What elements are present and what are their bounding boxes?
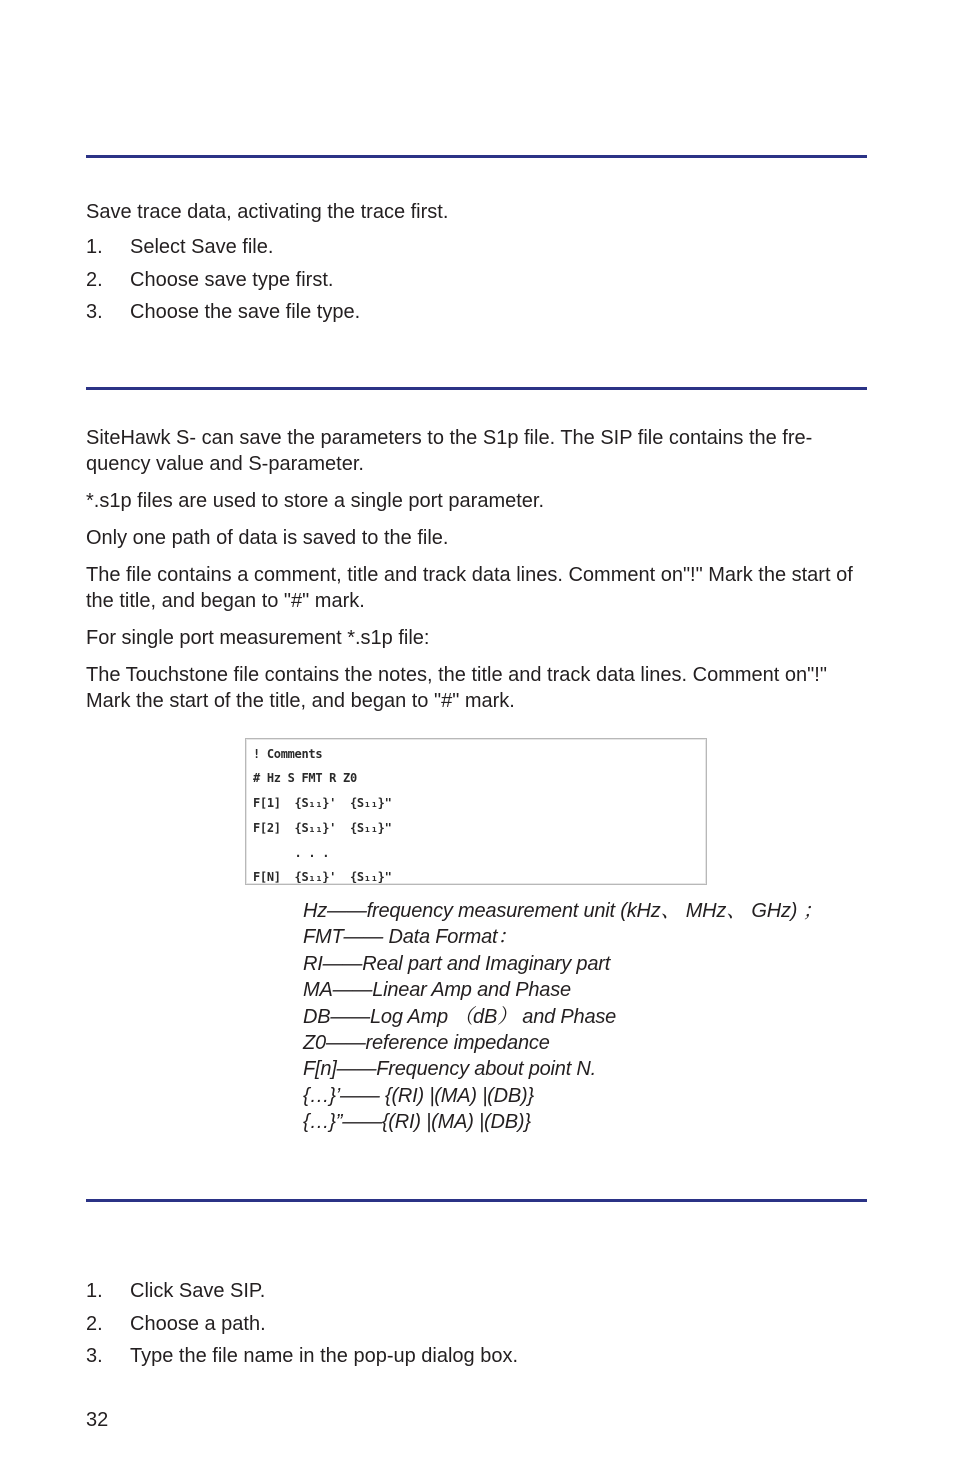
legend-item: DB——Log Amp （dB） and Phase <box>303 1005 617 1028</box>
list-item <box>86 1278 866 1311</box>
section-divider-1 <box>86 155 867 158</box>
touchstone-format-figure <box>245 738 707 885</box>
legend-item: FMT—— Data Format： <box>303 926 518 949</box>
section1-steps-list <box>86 234 866 332</box>
code-line: ! Comments <box>253 747 323 761</box>
step-text: Choose a path. <box>130 1312 266 1335</box>
step-text: Click Save SIP. <box>130 1280 266 1302</box>
code-line: F[N] {S₁₁}' {S₁₁}" <box>253 870 392 884</box>
legend-item: {…}”——{(RI) |(MA) |(DB)} <box>303 1111 531 1134</box>
section3-steps-list <box>86 1278 866 1376</box>
legend-item: RI——Real part and Imaginary part <box>303 952 611 975</box>
section-divider-3 <box>86 1199 867 1202</box>
step-text: Choose the save file type. <box>130 301 361 323</box>
step-text: Choose save type first. <box>130 268 334 291</box>
page-number: 32 <box>86 1409 109 1431</box>
body-paragraph: *.s1p files are used to store a single port parameter. <box>86 490 545 512</box>
legend-item: Z0——reference impedance <box>303 1032 550 1055</box>
step-number: 1. <box>86 1280 103 1302</box>
body-paragraph: SiteHawk S- can save the parameters to the S1p file. The SIP file contains the fre-quency value and S-parameter. <box>86 427 813 475</box>
step-number: 3. <box>86 1345 103 1367</box>
list-item <box>86 267 866 300</box>
step-number: 2. <box>86 268 103 291</box>
format-legend <box>303 898 863 1136</box>
legend-item: Hz——frequency measurement unit (kHz、 MHz、 GHz) ； <box>303 900 823 922</box>
legend-item: {…}’—— {(RI) |(MA) |(DB)} <box>303 1084 534 1107</box>
code-line: F[2] {S₁₁}' {S₁₁}" <box>253 821 392 835</box>
legend-item: MA——Linear Amp and Phase <box>303 979 571 1002</box>
list-item <box>86 1343 866 1376</box>
code-line: . . . <box>253 846 330 860</box>
step-number: 2. <box>86 1312 103 1335</box>
list-item <box>86 299 866 332</box>
step-text: Type the file name in the pop-up dialog box. <box>130 1345 519 1367</box>
step-number: 3. <box>86 301 103 323</box>
code-line: # Hz S FMT R Z0 <box>253 771 357 785</box>
section1-intro: Save trace data, activating the trace first. <box>86 201 449 223</box>
step-text: Select Save file. <box>130 236 274 258</box>
list-item <box>86 234 866 267</box>
body-paragraph: For single port measurement *.s1p file: <box>86 627 430 649</box>
body-paragraph: The file contains a comment, title and track data lines. Comment on"!" Mark the start of the title, and began to "#" mark. <box>86 564 853 612</box>
legend-item: F[n]——Frequency about point N. <box>303 1058 597 1081</box>
body-paragraph: Only one path of data is saved to the file. <box>86 527 449 549</box>
list-item <box>86 1311 866 1344</box>
body-paragraph: The Touchstone file contains the notes, the title and track data lines. Comment on"!" Mark the start of the title, and began to "#" mark. <box>86 664 827 712</box>
section-divider-2 <box>86 387 867 390</box>
code-line: F[1] {S₁₁}' {S₁₁}" <box>253 796 392 810</box>
step-number: 1. <box>86 236 103 258</box>
